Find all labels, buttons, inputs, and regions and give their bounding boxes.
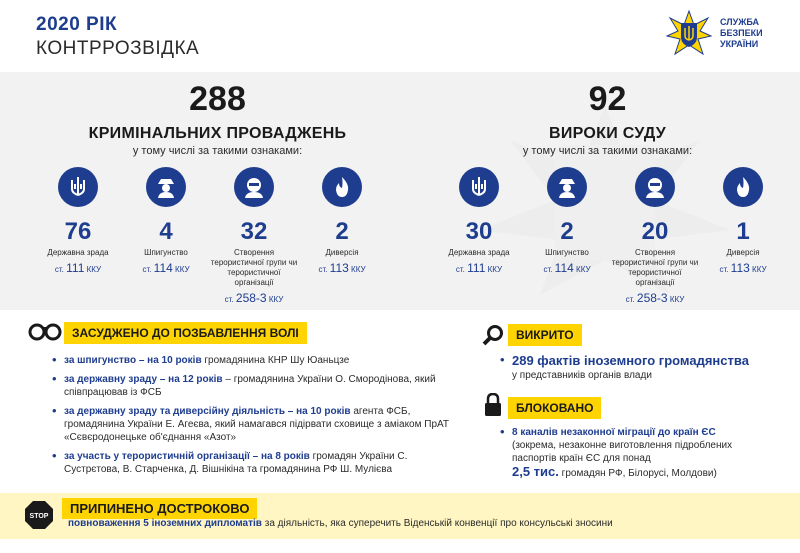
year-title: 2020 РІК bbox=[36, 14, 118, 35]
stat-item: 32 Створення терористичної групи чи терористичної організації ст. 258-3 ККУ bbox=[210, 218, 298, 305]
list-item: • 289 фактів іноземного громадянства у представників органів влади bbox=[500, 354, 780, 382]
page-header bbox=[36, 14, 199, 60]
topic-title: КОНТРРОЗВІДКА bbox=[36, 38, 200, 59]
trident-icon bbox=[58, 167, 98, 207]
criminal-cases-icons bbox=[34, 167, 386, 207]
stat-item: 76 Державна зрада ст. 111 ККУ bbox=[47, 218, 109, 275]
list-item: • за участь у терористичній організації – на 8 років громадян України С. Сустрєтова, В. Старченка, Д. Вішнікіна та громадянина РФ Ш. Мулієва bbox=[52, 450, 452, 476]
blocked-title: БЛОКОВАНО bbox=[508, 397, 601, 419]
spy-icon bbox=[146, 167, 186, 207]
criminal-cases-count: 288 bbox=[189, 80, 246, 118]
terrorist-icon bbox=[635, 167, 675, 207]
blocked-list bbox=[500, 426, 775, 486]
stat-item: 20 Створення терористичної групи чи терористичної організації ст. 258-3 ККУ bbox=[611, 218, 699, 305]
stat-item: 2 Шпигунство ст. 114 ККУ bbox=[543, 218, 591, 275]
magnifier-icon bbox=[482, 324, 504, 346]
stat-item: 1 Диверсія ст. 113 ККУ bbox=[719, 218, 767, 275]
list-item: • за шпигунство – на 10 років громадянина КНР Шу Юаньцзе bbox=[52, 354, 452, 367]
ssu-logo bbox=[666, 10, 778, 56]
handcuffs-icon bbox=[28, 320, 62, 342]
lock-icon bbox=[484, 393, 502, 417]
criminal-cases-subtitle: у тому числі за такими ознаками: bbox=[132, 145, 303, 157]
fire-icon bbox=[322, 167, 362, 207]
stat-item: 30 Державна зрада ст. 111 ККУ bbox=[448, 218, 510, 275]
list-item: • за державну зраду та диверсійну діяльність – на 10 років агента ФСБ, громадянина України Е. Агеєва, який намагався підірвати сховище з аміаком ПрАТ «Сєвєродонецьке об'єднання «Азот» bbox=[52, 405, 452, 444]
court-verdicts-stats bbox=[435, 218, 787, 305]
terminated-title: ПРИПИНЕНО ДОСТРОКОВО bbox=[62, 498, 257, 519]
exposed-title: ВИКРИТО bbox=[508, 324, 582, 346]
court-verdicts-count: 92 bbox=[588, 80, 627, 118]
stat-item: 4 Шпигунство ст. 114 ККУ bbox=[142, 218, 190, 275]
spy-icon bbox=[547, 167, 587, 207]
terrorist-icon bbox=[234, 167, 274, 207]
court-verdicts-block bbox=[430, 80, 785, 157]
criminal-cases-block bbox=[40, 80, 395, 157]
list-item: • 8 каналів незаконної міграції до країн ЄС (зокрема, незаконне виготовлення підроблених паспортів країн ЄС для понад 2,5 тис. громадян РФ, Білорусі, Молдови) bbox=[500, 426, 775, 480]
court-verdicts-icons bbox=[435, 167, 787, 207]
court-verdicts-subtitle: у тому числі за такими ознаками: bbox=[522, 145, 693, 157]
svg-text:STOP: STOP bbox=[29, 513, 49, 520]
org-name: СЛУЖБА БЕЗПЕКИ УКРАЇНИ bbox=[720, 16, 763, 49]
court-verdicts-heading: ВИРОКИ СУДУ bbox=[548, 125, 666, 142]
criminal-cases-stats bbox=[34, 218, 386, 305]
terminated-text: повноваження 5 іноземних дипломатів за діяльність, яка суперечить Віденській конвенції про консульські зносини bbox=[68, 518, 613, 529]
exposed-list bbox=[500, 354, 780, 388]
stop-sign-icon bbox=[24, 500, 54, 530]
convicted-title: ЗАСУДЖЕНО ДО ПОЗБАВЛЕННЯ ВОЛІ bbox=[64, 322, 307, 344]
trident-icon bbox=[459, 167, 499, 207]
stat-item: 2 Диверсія ст. 113 ККУ bbox=[318, 218, 366, 275]
criminal-cases-heading: КРИМІНАЛЬНИХ ПРОВАДЖЕНЬ bbox=[88, 125, 347, 142]
ssu-emblem-icon bbox=[666, 10, 712, 56]
fire-icon bbox=[723, 167, 763, 207]
convicted-list bbox=[52, 354, 452, 482]
list-item: • за державну зраду – на 12 років – громадянина України О. Смородінова, який співпрацював із ФСБ bbox=[52, 373, 452, 399]
